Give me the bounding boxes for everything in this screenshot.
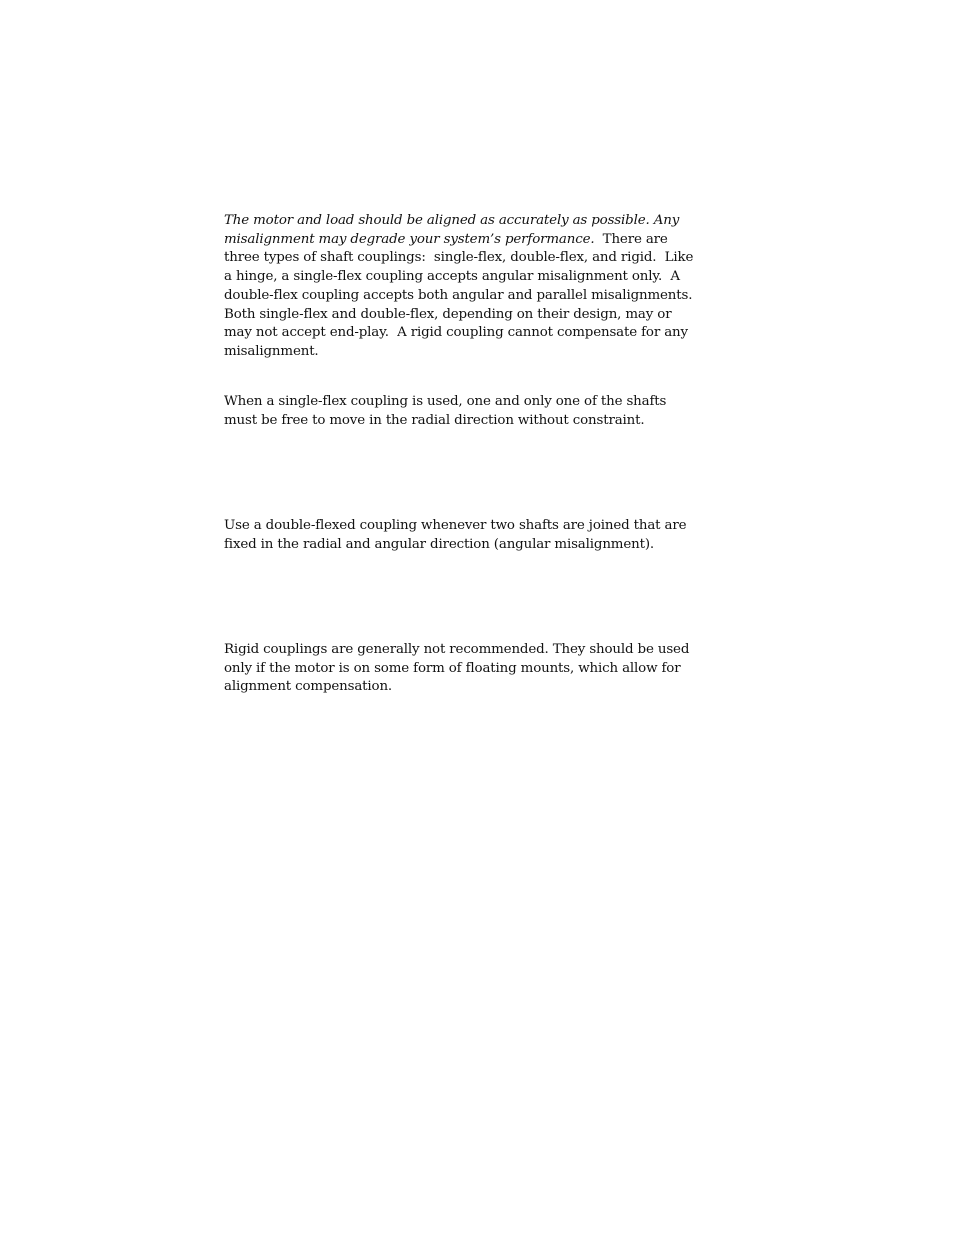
paragraph-alignment-intro: [224, 212, 702, 362]
paragraph-body-text: Rigid couplings are generally not recommended. They should be used only if the motor is on some form of floating mounts, which allow for alignment compensation.: [224, 642, 690, 695]
paragraph-body-text: There are three types of shaft couplings: single-flex, double-flex, and rigid. Like a hinge, a single-flex coupling accepts angular misalignment only. A double-flex coupling accepts both angular and parallel misalignments. Both single-flex and double-flex, depending on their design, may or may not accept end-play. A rigid coupling cannot compensate for any misalignment.: [224, 231, 701, 359]
paragraph-body-text: When a single-flex coupling is used, one and only one of the shafts must be free to move in the radial direction without constraint.: [224, 394, 667, 428]
italic-lead-sentence: The motor and load should be aligned as accurately as possible. Any misalignment may degrade your system’s performance.: [224, 213, 680, 247]
paragraph-single-flex: [224, 393, 702, 430]
paragraph-rigid-coupling: [224, 641, 702, 697]
paragraph-double-flex: [224, 517, 702, 554]
paragraph-body-text: Use a double-flexed coupling whenever two shafts are joined that are fixed in the radial and angular direction (angular misalignment).: [224, 518, 687, 552]
